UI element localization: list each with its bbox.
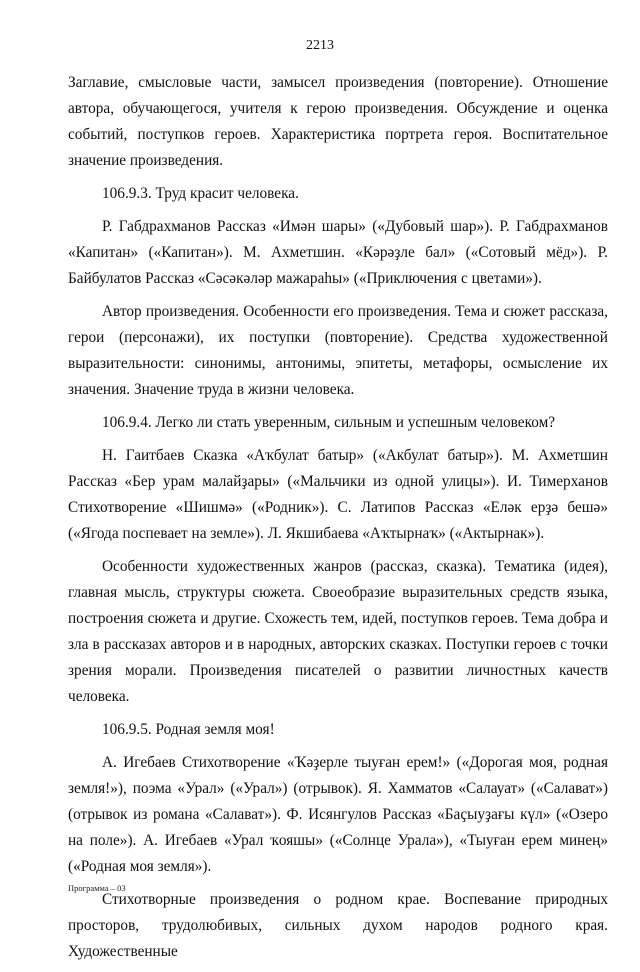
- paragraph-analysis: Особенности художественных жанров (рассказ, сказка). Тематика (идея), главная мысль, структуры сюжета. Своеобразие выразительных средств языка, построения сюжета и другие. Схожесть тем, идей, поступков героев. Тема добра и зла в рассказах авторов и в народных, авторских сказках. Поступки героев с точки зрения морали. Произведения писателей о развитии личностных качеств человека.: [68, 558, 608, 705]
- footer-label: Программа – 03: [68, 883, 126, 893]
- paragraph-analysis: Стихотворные произведения о родном крае. Воспевание природных просторов, трудолюбивых, сильных духом народов родного края. Художественные: [68, 891, 608, 960]
- paragraph-works-list: А. Игебаев Стихотворение «Ҡәҙерле тыуған ерем!» («Дорогая моя, родная земля!»), поэма «Урал» («Урал») (отрывок). Я. Хамматов «Салауат» («Салават») (отрывок из романа «Салават»). Ф. Исянгулов Рассказ «Баҫыуҙағы күл» («Озеро на поле»). А. Игебаев «Урал ҡояшы» («Солнце Урала»), «Тыуған ерем минең» («Родная моя земля»).: [68, 754, 608, 875]
- paragraph-works-list: Н. Гаитбаев Сказка «Аҡбулат батыр» («Акбулат батыр»). М. Ахметшин Рассказ «Бер урам малайҙары» («Мальчики из одной улицы»). И. Тимерханов Стихотворение «Шишмә» («Родник»). С. Латипов Рассказ «Еләк ерҙә бешә» («Ягода поспевает на земле»). Л. Якшибаева «Аҡтырнаҡ» («Актырнак»).: [68, 447, 608, 542]
- paragraph-works-list: Р. Габдрахманов Рассказ «Имән шары» («Дубовый шар»). Р. Габдрахманов «Капитан» («Капитан»). М. Ахметшин. «Кәрәҙле бал» («Сотовый мёд»). Р. Байбулатов Рассказ «Сәсәкәләр мажараһы» («Приключения с цветами»).: [68, 218, 608, 287]
- page-number: 2213: [306, 38, 334, 53]
- paragraph-intro: Заглавие, смысловые части, замысел произведения (повторение). Отношение автора, обучающегося, учителя к герою произведения. Обсуждение и оценка событий, поступков героев. Характеристика портрета героя. Воспитательное значение произведения.: [68, 74, 608, 169]
- document-body: [68, 70, 608, 972]
- paragraph-analysis: Автор произведения. Особенности его произведения. Тема и сюжет рассказа, герои (персонажи), их поступки (повторение). Средства художественной выразительности: синонимы, антонимы, эпитеты, метафоры, осмысление их значения. Значение труда в жизни человека.: [68, 303, 608, 398]
- section-heading-106-9-4: 106.9.4. Легко ли стать уверенным, сильным и успешным человеком?: [102, 414, 556, 431]
- section-heading-106-9-3: 106.9.3. Труд красит человека.: [102, 185, 299, 202]
- section-heading-106-9-5: 106.9.5. Родная земля моя!: [102, 721, 275, 738]
